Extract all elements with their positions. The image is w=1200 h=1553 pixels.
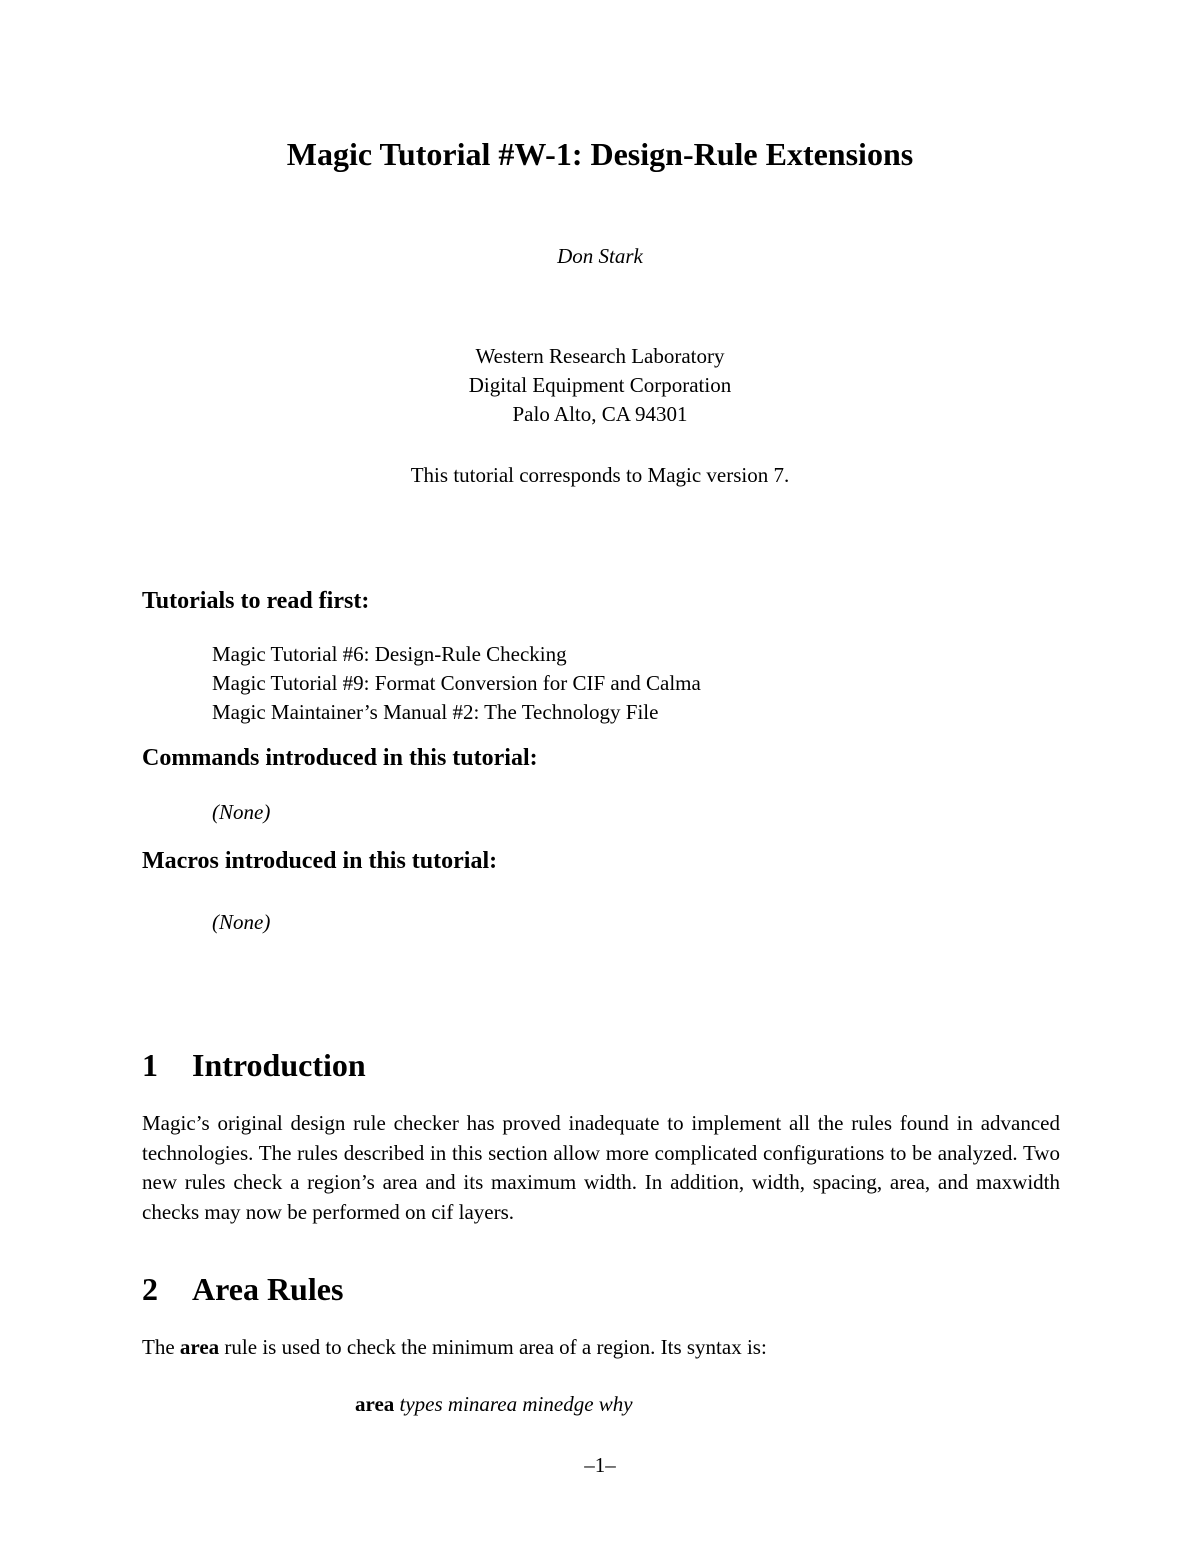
- macros-value: (None): [212, 910, 271, 934]
- syntax-line: [355, 1392, 633, 1417]
- keyword: area: [179, 1335, 220, 1359]
- document-title: Magic Tutorial #W-1: Design-Rule Extensions: [286, 136, 914, 172]
- paragraph-text: The: [142, 1335, 180, 1359]
- prereq-list: [212, 640, 701, 727]
- macros-heading: Macros introduced in this tutorial:: [142, 848, 498, 874]
- prereq-heading: Tutorials to read first:: [142, 588, 370, 614]
- list-item: Magic Tutorial #6: Design-Rule Checking: [212, 642, 567, 666]
- affiliation-line: Digital Equipment Corporation: [468, 373, 732, 397]
- section-paragraph: Magic’s original design rule checker has proved inadequate to implement all the rules found in advanced technologies. The rules described in this section allow more complicated configurations to be analyzed. Two new rules check a region’s area and its maximum width. In addition, width, spacing, area, and maxwidth checks may now be performed on cif layers.: [142, 1111, 1060, 1224]
- affiliation-line: Palo Alto, CA 94301: [512, 402, 688, 426]
- page-number: –1–: [584, 1453, 616, 1477]
- list-item: Magic Maintainer’s Manual #2: The Technology File: [212, 700, 659, 724]
- section-heading: [142, 1047, 366, 1084]
- paragraph-text: rule is used to check the minimum area of a region. Its syntax is:: [219, 1335, 767, 1359]
- section-number: 1: [142, 1047, 158, 1083]
- section-title: Area Rules: [192, 1271, 344, 1307]
- section-title: Introduction: [192, 1047, 366, 1083]
- section-paragraph: [142, 1333, 1060, 1363]
- section-number: 2: [142, 1271, 158, 1307]
- syntax-keyword: area: [355, 1392, 395, 1416]
- author: Don Stark: [557, 244, 643, 268]
- affiliation: [0, 342, 1200, 429]
- section-heading: [142, 1271, 343, 1308]
- list-item: Magic Tutorial #9: Format Conversion for CIF and Calma: [212, 671, 701, 695]
- commands-value: (None): [212, 800, 271, 824]
- affiliation-line: Western Research Laboratory: [475, 344, 725, 368]
- version-note: This tutorial corresponds to Magic version 7.: [410, 463, 790, 487]
- commands-heading: Commands introduced in this tutorial:: [142, 745, 538, 771]
- syntax-arguments: types minarea minedge why: [394, 1392, 633, 1416]
